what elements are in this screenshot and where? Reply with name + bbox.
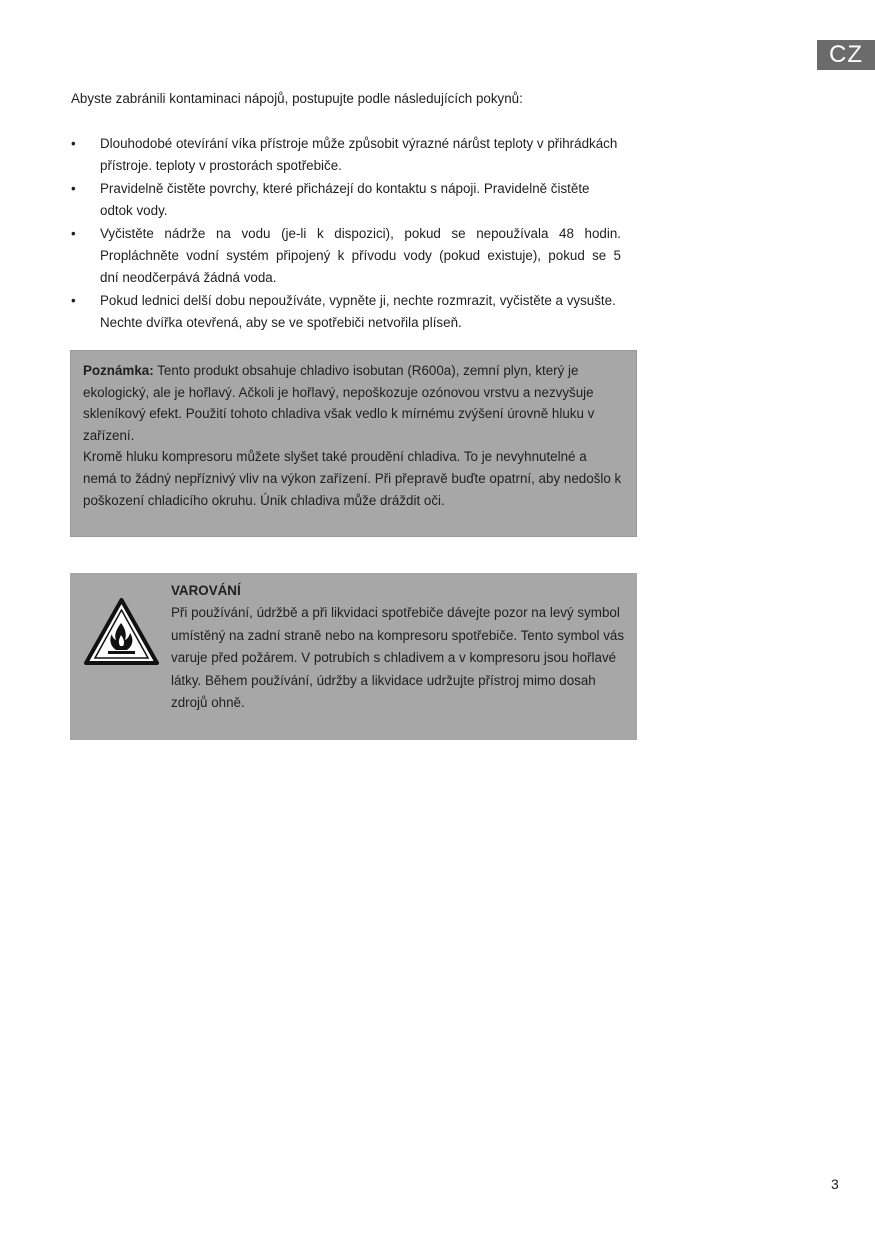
list-item-line: Dlouhodobé otevírání víka přístroje může způsobit výrazné nárůst teploty v přihrádkách bbox=[100, 136, 618, 151]
list-item bbox=[71, 133, 621, 178]
warning-line: látky. Během používání, údržby a likvidace udržujte přístroj mimo dosah bbox=[171, 672, 596, 688]
note-line: Tento produkt obsahuje chladivo isobutan (R600a), zemní plyn, který je bbox=[153, 363, 579, 378]
list-item-line: Pokud lednici delší dobu nepoužíváte, vypněte ji, nechte rozmrazit, vyčistěte a vysušte. bbox=[100, 292, 616, 308]
instruction-list bbox=[71, 133, 621, 335]
bullet-mark: • bbox=[71, 136, 76, 151]
list-item-line: dní neodčerpává žádná voda. bbox=[100, 270, 277, 286]
warning-line: umístěný na zadní straně nebo na kompresoru spotřebiče. Tento symbol vás bbox=[171, 627, 625, 643]
note-line: ekologický, ale je hořlavý. Ačkoli je hořlavý, nepoškozuje ozónovou vrstvu a nezvyšuje bbox=[83, 384, 594, 400]
bullet-mark: • bbox=[71, 292, 76, 308]
list-item-line: přístroje. teploty v prostorách spotřebiče. bbox=[100, 158, 342, 174]
list-item-line: Propláchněte vodní systém připojený k přívodu vody (pokud existuje), pokud se 5 bbox=[100, 248, 621, 264]
list-item bbox=[71, 223, 621, 290]
note-line: zařízení. bbox=[83, 427, 135, 443]
note-line: poškození chladicího okruhu. Únik chladiva může dráždit oči. bbox=[83, 492, 445, 508]
list-item-line: odtok vody. bbox=[100, 203, 168, 219]
bullet-mark: • bbox=[71, 225, 76, 241]
warning-line: Při používání, údržbě a při likvidaci spotřebiče dávejte pozor na levý symbol bbox=[171, 605, 620, 621]
page-number: 3 bbox=[831, 1176, 839, 1192]
note-line: nemá to žádný nepříznivý vliv na výkon zařízení. Při přepravě buďte opatrní, aby nedošlo k bbox=[83, 470, 622, 486]
list-item bbox=[71, 290, 621, 335]
list-item-line: Pravidelně čistěte povrchy, které přicházejí do kontaktu s nápoji. Pravidelně čistěte bbox=[100, 180, 590, 196]
note-text bbox=[83, 360, 623, 511]
warning-title: VAROVÁNÍ bbox=[171, 583, 241, 598]
flammable-warning-icon bbox=[83, 597, 160, 667]
note-label: Poznámka: bbox=[83, 363, 154, 378]
note-line: skleníkový efekt. Použití tohoto chladiva však vedlo k mírnému zvýšení úrovně hluku v bbox=[83, 406, 595, 422]
intro-paragraph: Abyste zabránili kontaminaci nápojů, postupujte podle následujících pokynů: bbox=[71, 91, 523, 106]
bullet-mark: • bbox=[71, 180, 76, 196]
list-item-line: Nechte dvířka otevřená, aby se ve spotřebiči netvořila plíseň. bbox=[100, 315, 462, 331]
note-box bbox=[70, 350, 637, 537]
warning-line: varuje před požárem. V potrubích s chladivem a v kompresoru jsou hořlavé bbox=[171, 650, 617, 666]
note-line: Kromě hluku kompresoru můžete slyšet také proudění chladiva. To je nevyhnutelné a bbox=[83, 449, 587, 465]
list-item bbox=[71, 178, 621, 223]
warning-text bbox=[171, 580, 631, 714]
list-item-line: Vyčistěte nádrže na vodu (je-li k dispozici), pokud se nepoužívala 48 hodin. bbox=[100, 225, 621, 241]
warning-line: zdrojů ohně. bbox=[171, 695, 245, 711]
language-badge: CZ bbox=[817, 40, 875, 70]
warning-box bbox=[70, 573, 637, 740]
